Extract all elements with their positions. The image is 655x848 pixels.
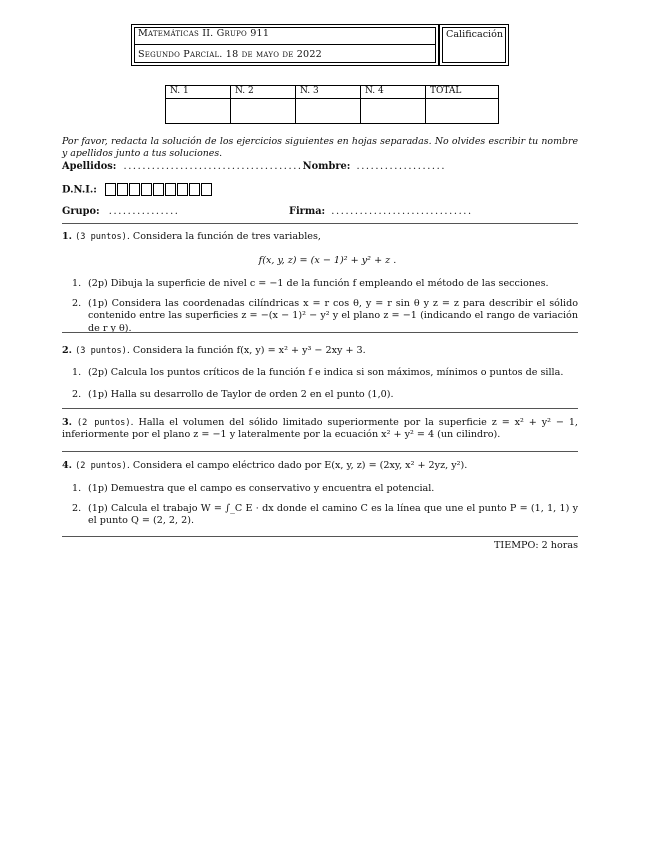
instructions: Por favor, redacta la solución de los ejercicios siguientes en hojas separadas. No olvides escribir tu nombre y apellidos junto a tus soluciones. [62,136,578,160]
problem-2-number: 2. [62,345,73,356]
problem-1-text: . Considera la función de tres variables, [126,231,321,242]
firma-label: Firma: [289,206,326,217]
dni-box[interactable] [189,183,200,196]
problem-1-item-1-text: (2p) Dibuja la superficie de nivel c = −1 de la función f empleando el método de las secciones. [88,278,549,289]
apellidos-row [62,161,446,174]
problem-2-item-2-text: (1p) Halla su desarrollo de Taylor de orden 2 en el punto (1,0). [88,389,394,400]
problem-1-number: 1. [62,231,73,242]
problem-2-intro [62,345,578,357]
score-col-3: N. 3 [296,86,361,99]
problem-1-item-2-text: (1p) Considera las coordenadas cilíndricas x = r cos θ, y = r sin θ y z = z para describir el sólido contenido entre las superficies z = −(x − 1)² − y² y el plano z = −1 (indicando el rango de variación de r y θ). [88,298,578,334]
problem-1-formula: f(x, y, z) = (x − 1)² + y² + z . [258,255,397,266]
dni-box[interactable] [117,183,128,196]
grupo-label: Grupo: [62,206,100,217]
dni-box[interactable] [105,183,116,196]
grupo-row [62,206,180,219]
dni-label: D.N.I.: [62,184,97,196]
problem-1-item-1-num: 1. [72,278,82,289]
score-cell-1[interactable] [166,99,231,124]
header-divider [134,44,436,45]
problem-2-points: (3 puntos) [75,346,127,356]
course-title: Matemáticas II. Grupo 911 [138,28,270,39]
dni-box[interactable] [153,183,164,196]
grupo-field[interactable]: ............... [108,206,180,217]
divider [62,451,578,452]
divider [62,536,578,537]
dni-boxes[interactable] [105,183,213,197]
grade-box [439,24,509,66]
score-col-4: N. 4 [361,86,426,99]
problem-4-intro [62,460,578,472]
problem-3-intro [62,417,578,442]
problem-3-number: 3. [62,417,73,428]
problem-3-text: . Halla el volumen del sólido limitado superiormente por la superficie z = x² + y² − 1, inferiormente por el plano z = −1 y lateralmente por la ecuación x² + y² = 4 (un cilindro). [62,417,578,441]
score-col-1: N. 1 [166,86,231,99]
problem-4-item-1-text: (1p) Demuestra que el campo es conservativo y encuentra el potencial. [88,483,435,494]
score-cell-4[interactable] [361,99,426,124]
problem-2-item-1-num: 1. [72,367,82,378]
problem-1-item-2-num: 2. [72,298,82,309]
divider [62,223,578,224]
dni-box[interactable] [129,183,140,196]
problem-4-item-2-num: 2. [72,503,82,514]
time-note: TIEMPO: 2 horas [494,540,578,551]
score-cell-2[interactable] [231,99,296,124]
apellidos-label: Apellidos: [62,161,117,172]
problem-2-text: . Considera la función f(x, y) = x² + y³ − 2xy + 3. [126,345,366,356]
problem-1-intro [62,231,578,243]
dni-box[interactable] [177,183,188,196]
problem-2-item-2-num: 2. [72,389,82,400]
score-cell-3[interactable] [296,99,361,124]
score-col-total: TOTAL [426,86,499,99]
dni-box[interactable] [165,183,176,196]
divider [62,332,578,333]
score-cell-total[interactable] [426,99,499,124]
firma-field[interactable]: .............................. [331,206,473,217]
problem-4-points: (2 puntos) [75,461,127,471]
problem-2-item-1-text: (2p) Calcula los puntos críticos de la función f e indica si son máximos, mínimos o puntos de silla. [88,367,564,378]
problem-3-points: (2 puntos) [76,418,131,428]
problem-4-text: . Considera el campo eléctrico dado por E(x, y, z) = (2xy, x² + 2yz, y²). [126,460,468,471]
exam-title: Segundo Parcial. 18 de mayo de 2022 [138,49,322,60]
apellidos-field[interactable]: ...................................... [123,161,303,172]
problem-1-points: (3 puntos) [75,232,127,242]
dni-row [62,183,213,197]
nombre-field[interactable]: ................... [356,161,447,172]
problem-4-number: 4. [62,460,73,471]
firma-row [289,206,473,219]
problem-4-item-2-text: (1p) Calcula el trabajo W = ∫_C E · dx donde el camino C es la línea que une el punto P = (1, 1, 1) y el punto Q = (2, 2, 2). [88,503,578,527]
score-col-2: N. 2 [231,86,296,99]
divider [62,408,578,409]
score-table [165,85,499,124]
dni-box[interactable] [141,183,152,196]
nombre-label: Nombre: [302,161,351,172]
grade-label: Calificación [446,29,504,40]
dni-box[interactable] [201,183,212,196]
header-box [131,24,439,66]
problem-4-item-1-num: 1. [72,483,82,494]
